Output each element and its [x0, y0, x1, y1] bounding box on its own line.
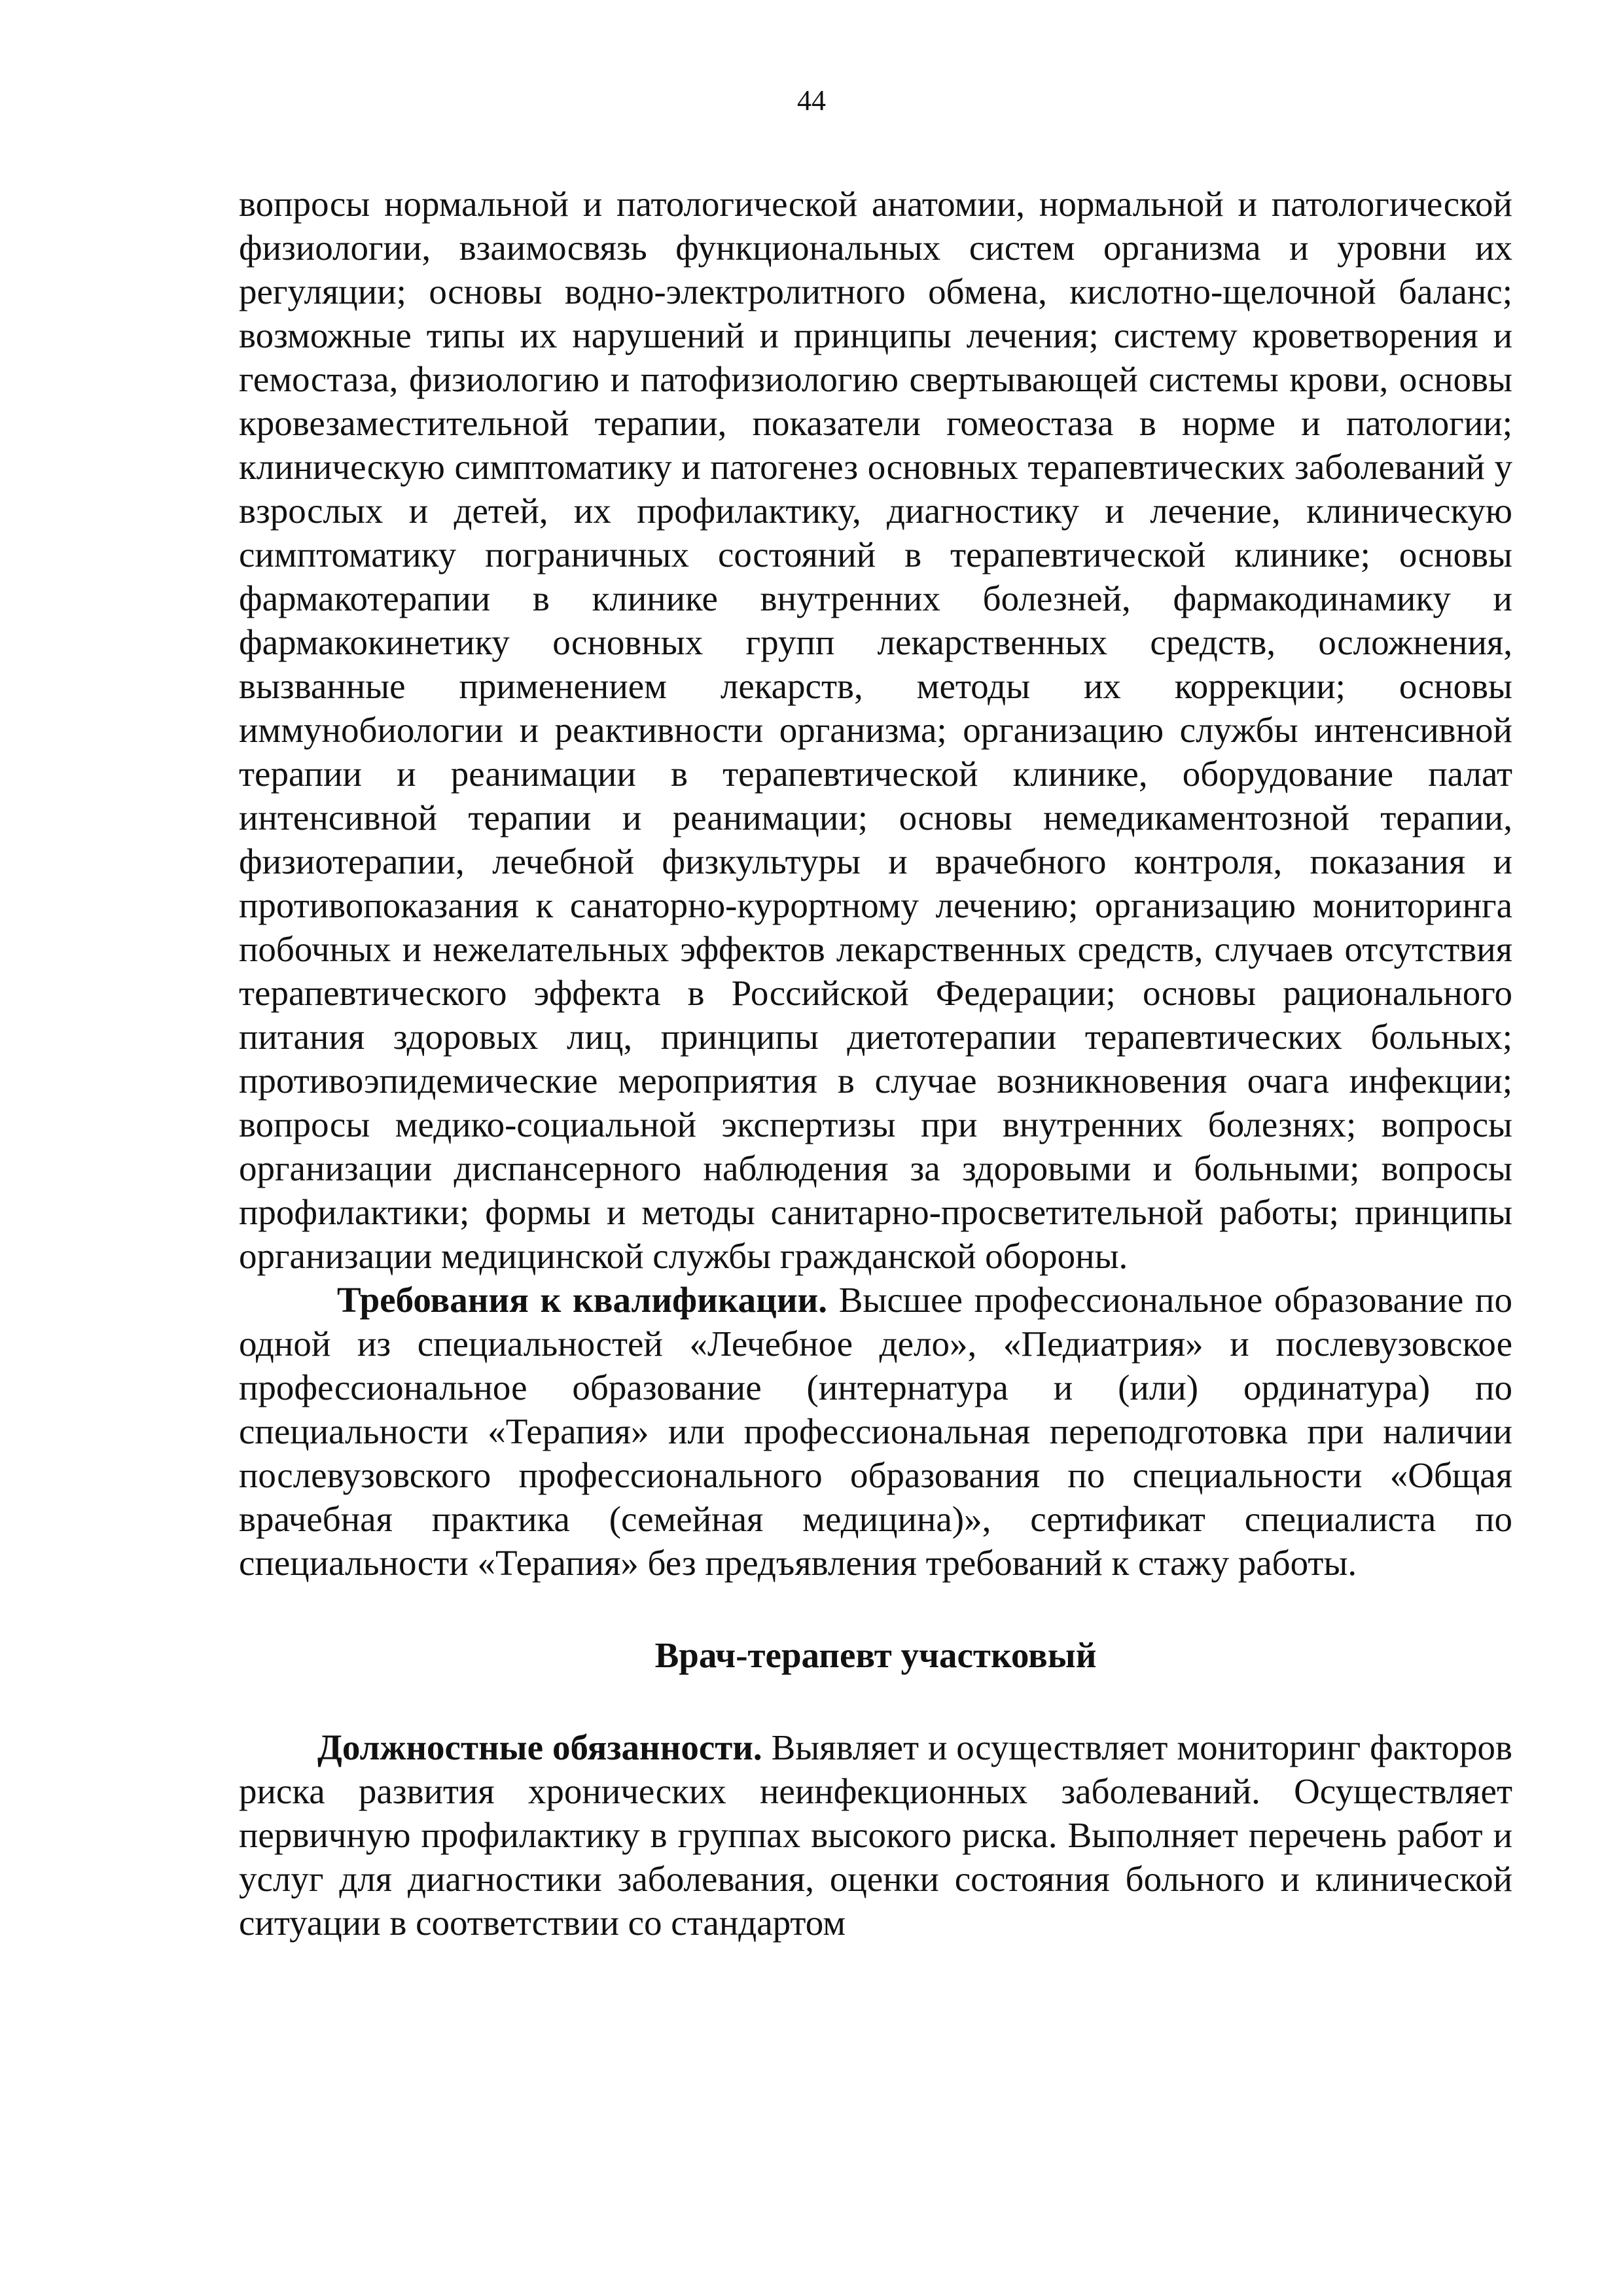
page-content [239, 182, 1512, 1945]
duties-label: Должностные обязанности. [317, 1727, 762, 1767]
spacer [239, 1677, 1512, 1725]
knowledge-paragraph: вопросы нормальной и патологической анатомии, нормальной и патологической физиологии, взаимосвязь функциональных систем организма и уровни их регуляции; основы водно-электролитного обмена, кислотно-щелочной баланс; возможные типы их нарушений и принципы лечения; систему кроветворения и гемостаза, физиологию и патофизиологию свертывающей системы крови, основы кровезаместительной терапии, показатели гомеостаза в норме и патологии; клиническую симптоматику и патогенез основных терапевтических заболеваний у взрослых и детей, их профилактику, диагностику и лечение, клиническую симптоматику пограничных состояний в терапевтической клинике; основы фармакотерапии в клинике внутренних болезней, фармакодинамику и фармакокинетику основных групп лекарственных средств, осложнения, вызванные применением лекарств, методы их коррекции; основы иммунобиологии и реактивности организма; организацию службы интенсивной терапии и реанимации в терапевтической клинике, оборудование палат интенсивной терапии и реанимации; основы немедикаментозной терапии, физиотерапии, лечебной физкультуры и врачебного контроля, показания и противопоказания к санаторно-курортному лечению; организацию мониторинга побочных и нежелательных эффектов лекарственных средств, случаев отсутствия терапевтического эффекта в Российской Федерации; основы рационального питания здоровых лиц, принципы диетотерапии терапевтических больных; противоэпидемические мероприятия в случае возникновения очага инфекции; вопросы медико-социальной экспертизы при внутренних болезнях; вопросы организации диспансерного наблюдения за здоровыми и больными; вопросы профилактики; формы и методы санитарно-просветительной работы; принципы организации медицинской службы гражданской обороны. [239, 184, 1512, 1276]
qualification-requirements-label: Требования к квалификации. [337, 1280, 827, 1320]
duties-paragraph [239, 1725, 1512, 1945]
spacer [239, 1585, 1512, 1633]
qualification-requirements-text: Высшее профессиональное образование по одной из специальностей «Лечебное дело», «Педиатрия» и послевузовское профессиональное образование (интернатура и (или) ординатура) по специальности «Терапия» или профессиональная переподготовка при наличии послевузовского профессионального образования по специальности «Общая врачебная практика (семейная медицина)», сертификат специалиста по специальности «Терапия» без предъявления требований к стажу работы. [239, 1280, 1512, 1583]
page-number: 44 [797, 84, 826, 116]
section-title: Врач-терапевт участковый [654, 1635, 1097, 1675]
duties-text: Выявляет и осуществляет мониторинг факторов риска развития хронических неинфекционных заболеваний. Осуществляет первичную профилактику в группах высокого риска. Выполняет перечень работ и услуг для диагностики заболевания, оценки состояния больного и клинической ситуации в соответствии со стандартом [239, 1727, 1512, 1943]
qualification-requirements-paragraph [239, 1278, 1512, 1585]
